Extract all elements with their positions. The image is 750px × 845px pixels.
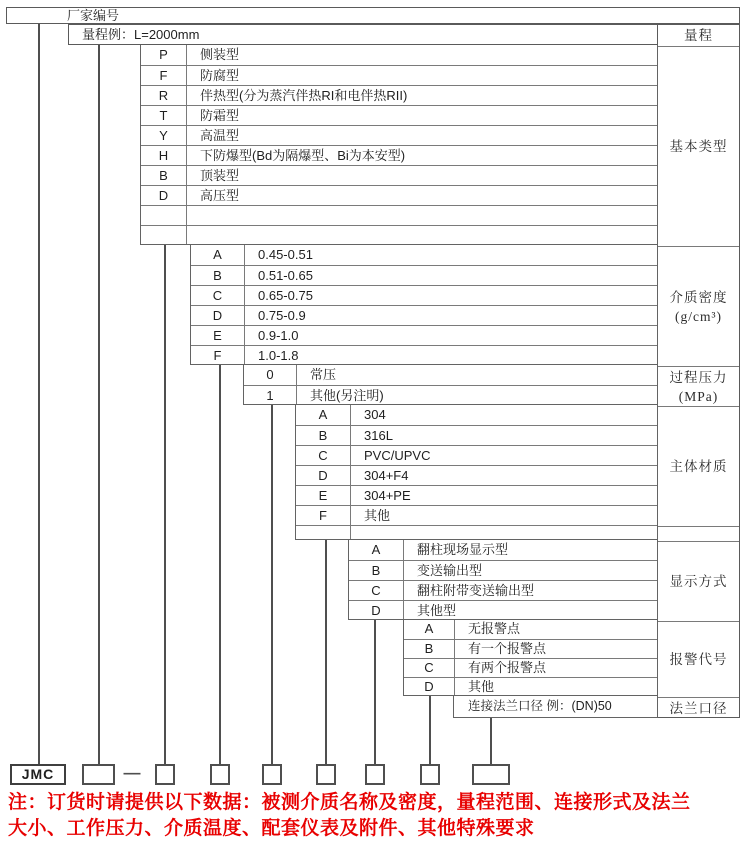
code-cell [296,526,350,540]
model-code-blank-box [365,764,385,785]
table-row [141,105,657,125]
factory-number-cell [6,7,740,24]
category-label-line: 介质密度 [669,289,728,305]
code-cell: Y [159,128,168,143]
desc-cell: 翻柱附带变送输出型 [417,583,535,598]
table-row [404,639,657,658]
category-label-line: 基本类型 [669,139,728,154]
code-cell: T [159,108,168,123]
desc-cell: 伴热型(分为蒸汽伴热RI和电伴热RII) [200,88,408,103]
connector-line [490,718,492,764]
table-row [141,145,657,165]
desc-cell: 顶装型 [200,168,240,183]
table-row [141,65,657,85]
desc-cell: 无报警点 [468,621,521,636]
desc-cell: 304 [364,407,386,422]
code-cell: B [318,428,328,443]
code-cell: H [158,148,169,163]
table-row [404,658,657,677]
desc-cell: 翻柱现场显示型 [417,542,509,557]
desc-cell [186,206,657,225]
section-table-display [348,540,658,620]
category-cell-empty [658,526,739,541]
code-column-divider [403,540,404,619]
desc-cell [186,226,657,245]
order-note [8,790,744,842]
code-cell: A [371,542,381,557]
flange-size-text: 连接法兰口径 例：(DN)50 [468,699,612,713]
desc-cell: 其他 [468,679,495,694]
code-cell: C [424,660,434,675]
desc-cell: 侧装型 [200,47,240,62]
desc-cell: 常压 [310,367,337,382]
category-column [658,24,740,718]
table-row [141,85,657,105]
model-code-blank-box [82,764,115,785]
desc-cell: 其他型 [417,603,457,618]
code-cell: P [159,47,168,62]
model-code-blank-box [262,764,282,785]
category-cell-range [658,25,739,46]
code-cell [141,206,186,225]
section-table-alarm [403,620,658,696]
desc-cell: 0.9-1.0 [258,328,299,343]
code-column-divider [296,365,297,404]
table-row [191,285,657,305]
code-cell: D [158,188,169,203]
category-label-line: 法兰口径 [669,701,728,716]
order-note-line-2: 大小、工作压力、介质温度、配套仪表及附件、其他特殊要求 [8,818,535,839]
desc-cell: 变送输出型 [417,563,483,578]
table-row [349,600,657,620]
desc-cell: 0.51-0.65 [258,268,313,283]
code-cell: C [318,448,328,463]
desc-cell [350,526,657,540]
model-code-blank-box [316,764,336,785]
table-row [191,345,657,365]
category-label-line: 主体材质 [669,459,728,474]
desc-cell: 高温型 [200,128,240,143]
flange-size-row [453,696,658,718]
code-cell: R [158,88,169,103]
table-row [349,540,657,560]
table-row [244,385,657,405]
code-cell: E [318,488,328,503]
category-label-line: 量程 [684,28,713,43]
code-column-divider [454,620,455,695]
desc-cell: 304+F4 [364,468,409,483]
category-cell-material [658,406,739,526]
category-cell-display [658,541,739,621]
model-code-separator: — [123,763,141,782]
code-cell: D [318,468,328,483]
section-table-basic [140,45,658,245]
category-cell-density [658,246,739,366]
code-cell: A [318,407,328,422]
connector-line [325,540,327,764]
connector-line [38,24,40,764]
connector-line [429,696,431,764]
code-cell: F [319,508,327,523]
table-row [349,580,657,600]
category-label-line: 报警代号 [669,652,728,667]
range-example-cell [68,24,658,45]
table-row [404,620,657,639]
desc-cell: 0.75-0.9 [258,308,306,323]
table-row [349,560,657,580]
desc-cell: 304+PE [364,488,411,503]
table-row [141,165,657,185]
category-cell-alarm [658,621,739,697]
factory-number-label: 厂家编号 [67,8,120,23]
code-cell: C [371,583,381,598]
desc-cell: 防腐型 [200,68,240,83]
desc-cell: 防霜型 [200,108,240,123]
desc-cell: 其他 [364,508,391,523]
table-row [141,45,657,65]
code-cell: B [371,563,381,578]
code-cell: D [424,679,434,694]
table-row [141,225,657,245]
code-cell: A [213,247,222,262]
code-cell: A [424,621,434,636]
model-prefix-label: JMC [21,766,55,782]
section-table-material [295,405,658,540]
desc-cell: 高压型 [200,188,240,203]
table-row [141,185,657,205]
code-cell: F [159,68,168,83]
desc-cell: 0.65-0.75 [258,288,313,303]
code-cell: D [212,308,223,323]
code-column-divider [186,45,187,244]
model-prefix-box [10,764,66,785]
model-code-blank-box [420,764,440,785]
desc-cell: 316L [364,428,393,443]
table-row [191,305,657,325]
model-code-blank-box [155,764,175,785]
code-cell: B [159,168,168,183]
model-code-blank-box [210,764,230,785]
category-cell-basic [658,46,739,246]
table-row [191,325,657,345]
category-cell-pressure [658,366,739,406]
table-row [404,677,657,696]
table-row [141,125,657,145]
desc-cell: 有一个报警点 [468,641,547,656]
range-example-label: 量程例：L=2000mm [82,27,200,42]
code-cell [141,226,186,245]
model-code-blank-box [472,764,510,785]
code-cell: E [213,328,222,343]
code-cell: C [212,288,223,303]
category-label-line: (g/cm³) [674,308,723,324]
code-cell: 1 [266,388,274,403]
code-cell: F [213,348,222,363]
category-label-line: (MPa) [678,388,719,404]
desc-cell: 1.0-1.8 [258,348,299,363]
connector-line [164,245,166,764]
connector-line [98,45,100,764]
table-row [191,265,657,285]
category-label-line: 过程压力 [669,369,728,385]
code-column-divider [244,245,245,364]
category-label-line: 显示方式 [669,574,728,589]
code-cell: B [213,268,222,283]
section-table-density [190,245,658,365]
code-cell: 0 [266,367,274,382]
code-column-divider [350,405,351,539]
desc-cell: 其他(另注明) [310,388,384,403]
table-row [141,205,657,225]
code-cell: D [371,603,381,618]
desc-cell: 0.45-0.51 [258,247,313,262]
table-row [191,245,657,265]
section-table-pressure [243,365,658,405]
connector-line [271,405,273,764]
category-cell-flange [658,697,739,719]
code-cell: B [424,641,434,656]
order-note-line-1: 注：订货时请提供以下数据：被测介质名称及密度，量程范围、连接形式及法兰 [8,792,691,813]
table-row [244,365,657,385]
desc-cell: PVC/UPVC [364,448,431,463]
connector-line [374,620,376,764]
desc-cell: 有两个报警点 [468,660,547,675]
connector-line [219,365,221,764]
desc-cell: 下防爆型(Bd为隔爆型、Bi为本安型) [200,148,406,163]
